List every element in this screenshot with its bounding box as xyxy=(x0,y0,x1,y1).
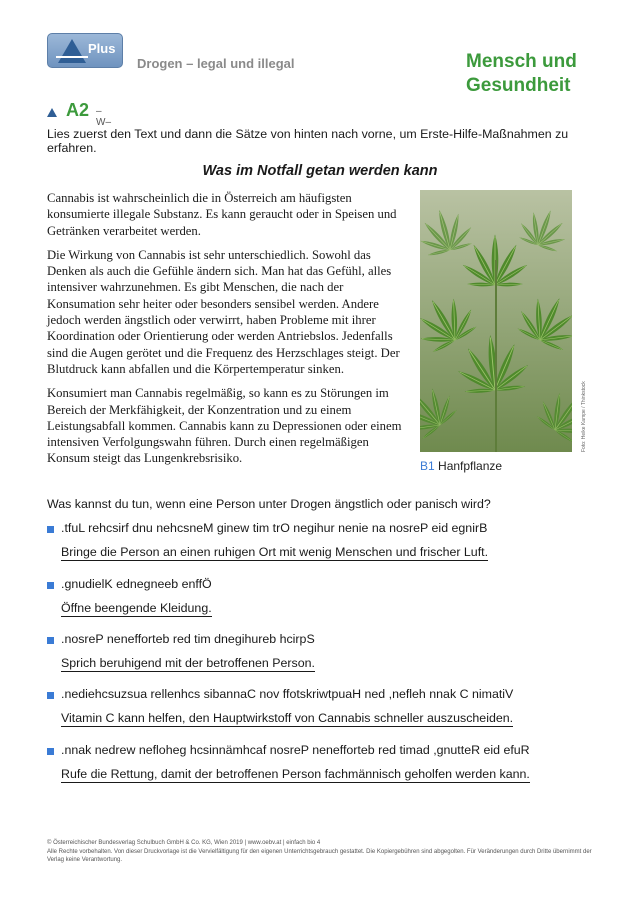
square-bullet-icon xyxy=(47,526,54,533)
answer-line: Vitamin C kann helfen, den Hauptwirkstoff von Cannabis schneller auszuscheiden. xyxy=(61,711,514,725)
answer-line: Rufe die Rettung, damit der betroffenen Person fachmännisch geholfen werden kann. xyxy=(61,767,530,781)
subject-title: Drogen – legal und illegal xyxy=(137,56,295,71)
triangle-logo-icon xyxy=(58,39,86,63)
task-number: A2 xyxy=(66,100,90,120)
figure-label: B1 xyxy=(420,459,435,473)
reversed-sentence: .nnak nedrew nefloheg hcsinnämhcaf nosreP nenefforteb red timad ,gnuttеR eid efuR xyxy=(61,743,530,757)
figure-caption xyxy=(420,459,502,473)
logo-text: Plus xyxy=(88,41,116,56)
square-bullet-icon xyxy=(47,637,54,644)
reversed-sentence: .gnudielK ednegneeb enffÖ xyxy=(61,577,212,591)
square-bullet-icon xyxy=(47,692,54,699)
hemp-plant-photo xyxy=(420,190,572,452)
reversed-sentence: .nosreP nenefforteb red tim dnegihureb hcirpS xyxy=(61,632,315,646)
task-instruction: Lies zuerst den Text und dann die Sätze von hinten nach vorne, um Erste-Hilfe-Maßnahmen zu erfahren. xyxy=(47,127,569,155)
square-bullet-icon xyxy=(47,748,54,755)
article-paragraph: Die Wirkung von Cannabis ist sehr unterschiedlich. Sowohl das Denken als auch die Gefühle ändern sich. Man hat das Gefühl, alles intensiver wahrzunehmen. Es gibt Menschen, die nach der Konsumation sehr heiter oder besonders sensibel werden. Andere jedoch werden ängstlich oder verwirrt, haben Probleme mit ihrer Koordination oder Orientierung oder werden Antriebslos. Jedenfalls sind die Augen gerötet und die Frequenz des Herzschlages steigt. Der Blutdruck kann abfallen und die Körpertemperatur sinken. xyxy=(47,247,400,376)
task-level: –W– xyxy=(96,106,111,128)
copyright-footer xyxy=(47,839,592,865)
footer-line: © Österreichischer Bundesverlag Schulbuch GmbH & Co. KG, Wien 2019 | www.oebv.at | einfach bio 4 xyxy=(47,840,321,846)
hemp-plant-illustration xyxy=(420,190,572,452)
reversed-sentence: .nediehcsuzsua rellenhcs sibannaC nov ffotskriwtpuaH ned ,nefleh nnak C nimatiV xyxy=(61,687,514,701)
reversed-sentence: .tfuL rehcsirf dnu nehcsneM ginew tim trO negihur nenie na nosreP eid egnirB xyxy=(61,521,488,535)
publisher-logo xyxy=(47,33,123,68)
footer-line: Alle Rechte vorbehalten. Von dieser Druckvorlage ist die Vervielfältigung für den eigenen Unterrichtsgebrauch gestattet. Die Kopiergebühren sind abgegolten. Für Veränderungen durch Dritte übernimmt der Verlag keine Verantwortung. xyxy=(47,848,592,863)
photo-credit: Foto: Heike Kampe / Thinkstock xyxy=(581,381,587,452)
category-title: Mensch und Gesundheit xyxy=(466,51,577,96)
triangle-task-icon xyxy=(47,108,57,117)
answer-line: Öffne beengende Kleidung. xyxy=(61,601,212,615)
answer-line: Sprich beruhigend mit der betroffenen Person. xyxy=(61,656,315,670)
square-bullet-icon xyxy=(47,582,54,589)
article-paragraph: Cannabis ist wahrscheinlich die in Österreich am häufigsten konsumierte illegale Substanz. Es kann geraucht oder in Speisen und Getränken verarbeitet werden. xyxy=(47,191,397,238)
question: Was kannst du tun, wenn eine Person unter Drogen ängstlich oder panisch wird? xyxy=(47,497,491,511)
figure-caption-text: Hanfpflanze xyxy=(438,459,503,473)
answer-line: Bringe die Person an einen ruhigen Ort mit wenig Menschen und frischer Luft. xyxy=(61,545,489,559)
article-body xyxy=(47,190,407,475)
article-paragraph: Konsumiert man Cannabis regelmäßig, so kann es zu Störungen im Bereich der Merkfähigkeit, der Konzentration und zu einem Leistungsabfall kommen. Cannabis kann zu Depressionen oder einem intensiven Verfolgungswahn führen. Durch einen regelmäßigen Konsum steigt das Lungenkrebsrisiko. xyxy=(47,386,402,466)
article-title: Was im Notfall getan werden kann xyxy=(202,163,438,179)
